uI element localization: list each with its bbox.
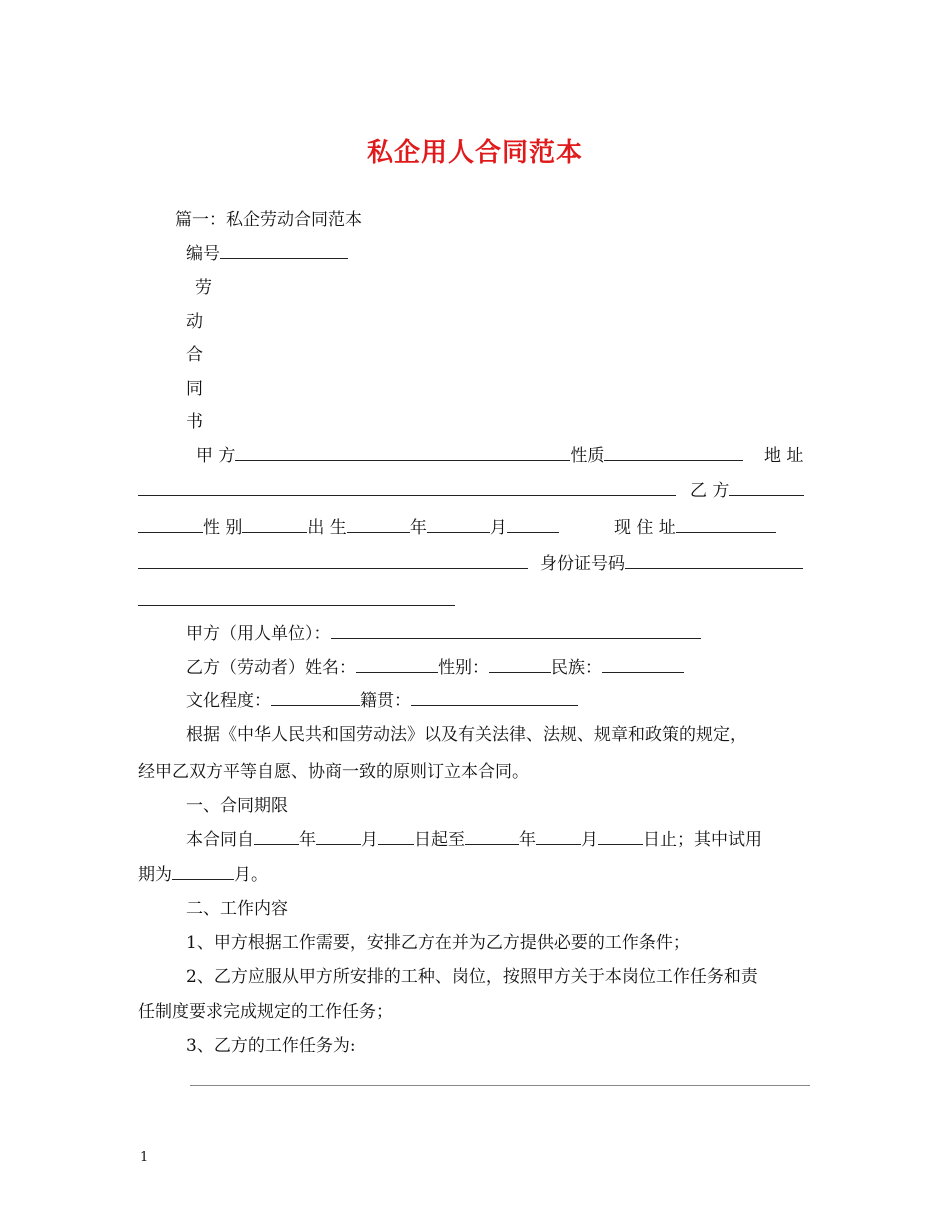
id-blank [625,553,803,569]
address-blank [138,480,676,496]
party-b-blank [729,480,804,496]
employer-blank [331,623,701,639]
number-line [186,243,348,265]
work-item-2-cont: 任制度要求完成规定的工作任务； [138,1002,393,1022]
term-blank [254,829,299,845]
ethnic-blank [602,657,684,673]
term-blank [536,829,581,845]
work-item-1: 1、甲方根据工作需要，安排乙方在并为乙方提供必要的工作条件； [186,933,690,953]
gender-label: 性 别 [203,518,243,538]
term-line [186,829,762,851]
ethnic-label: 民族： [551,658,602,678]
work-item-3: 3、乙方的工作任务为: [186,1036,356,1056]
party-a-blank [235,445,570,461]
birth-day-blank [507,517,559,533]
nature-label: 性质 [570,446,605,466]
term-text: 日止；其中试用 [643,830,762,850]
education-line [186,690,578,712]
worker-name-blank [356,657,438,673]
birth-month-blank [427,517,490,533]
year-label: 年 [409,518,427,538]
education-label: 文化程度： [186,691,271,711]
id-line [138,553,528,575]
vertical-title-char: 书 [186,412,203,432]
section-heading-work: 二、工作内容 [186,899,288,919]
term-text: 月。 [234,865,268,885]
document-title: 私企用人合同范本 [366,138,583,168]
paragraph-line: 根据《中华人民共和国劳动法》以及有关法律、法规、规章和政策的规定， [186,725,747,745]
term-text: 本合同自 [186,830,254,850]
section-heading: 篇一：私企劳动合同范本 [175,210,362,230]
worker-line [186,657,684,679]
probation-blank [172,864,234,880]
id-blank-cont [138,590,455,606]
party-b-line [690,480,804,502]
term-text: 月 [361,830,378,850]
id-label: 身份证号码 [540,554,625,574]
party-a-line [196,445,743,467]
residence-blank [676,517,776,533]
term-text: 日起至 [414,830,465,850]
residence-blank-cont [138,553,528,569]
worker-name-label: 乙方（劳动者）姓名： [186,658,356,678]
id-line-cont [138,590,455,612]
worker-gender-blank [489,657,551,673]
paragraph-line: 经甲乙双方平等自愿、协商一致的原则订立本合同。 [138,762,529,782]
residence-label: 现 住 址 [614,518,676,538]
work-task-blank [190,1085,810,1086]
birth-label: 出 生 [307,518,347,538]
term-blank [465,829,519,845]
term-blank [316,829,361,845]
term-blank [378,829,414,845]
origin-blank [411,690,578,706]
employer-label: 甲方（用人单位）： [186,624,331,644]
number-blank [220,243,348,259]
party-b-blank-cont [138,517,203,533]
vertical-title-char: 同 [186,379,203,399]
personal-info-line [138,517,559,539]
term-text: 年 [299,830,316,850]
id-number-line [540,553,803,575]
term-text: 月 [581,830,598,850]
address-label: 地 址 [764,446,804,466]
employer-line [186,623,701,645]
page-number: 1 [140,1150,149,1165]
residence-line [614,517,776,539]
vertical-title-char: 动 [186,312,203,332]
term-text: 年 [519,830,536,850]
term-blank [598,829,643,845]
address-line [138,480,676,502]
worker-gender-label: 性别： [438,658,489,678]
party-b-label: 乙 方 [690,481,730,501]
birth-year-blank [347,517,410,533]
term-text: 期为 [138,865,172,885]
number-label: 编号 [186,244,220,264]
probation-line [138,864,268,886]
month-label: 月 [489,518,507,538]
gender-blank [242,517,307,533]
education-blank [271,690,360,706]
origin-label: 籍贯： [360,691,411,711]
nature-blank [604,445,743,461]
section-heading-term: 一、合同期限 [186,796,288,816]
vertical-title-char: 劳 [195,278,212,298]
vertical-title-char: 合 [186,345,203,365]
party-a-label: 甲 方 [196,446,236,466]
work-item-2: 2、乙方应服从甲方所安排的工种、岗位，按照甲方关于本岗位工作任务和责 [186,967,758,987]
